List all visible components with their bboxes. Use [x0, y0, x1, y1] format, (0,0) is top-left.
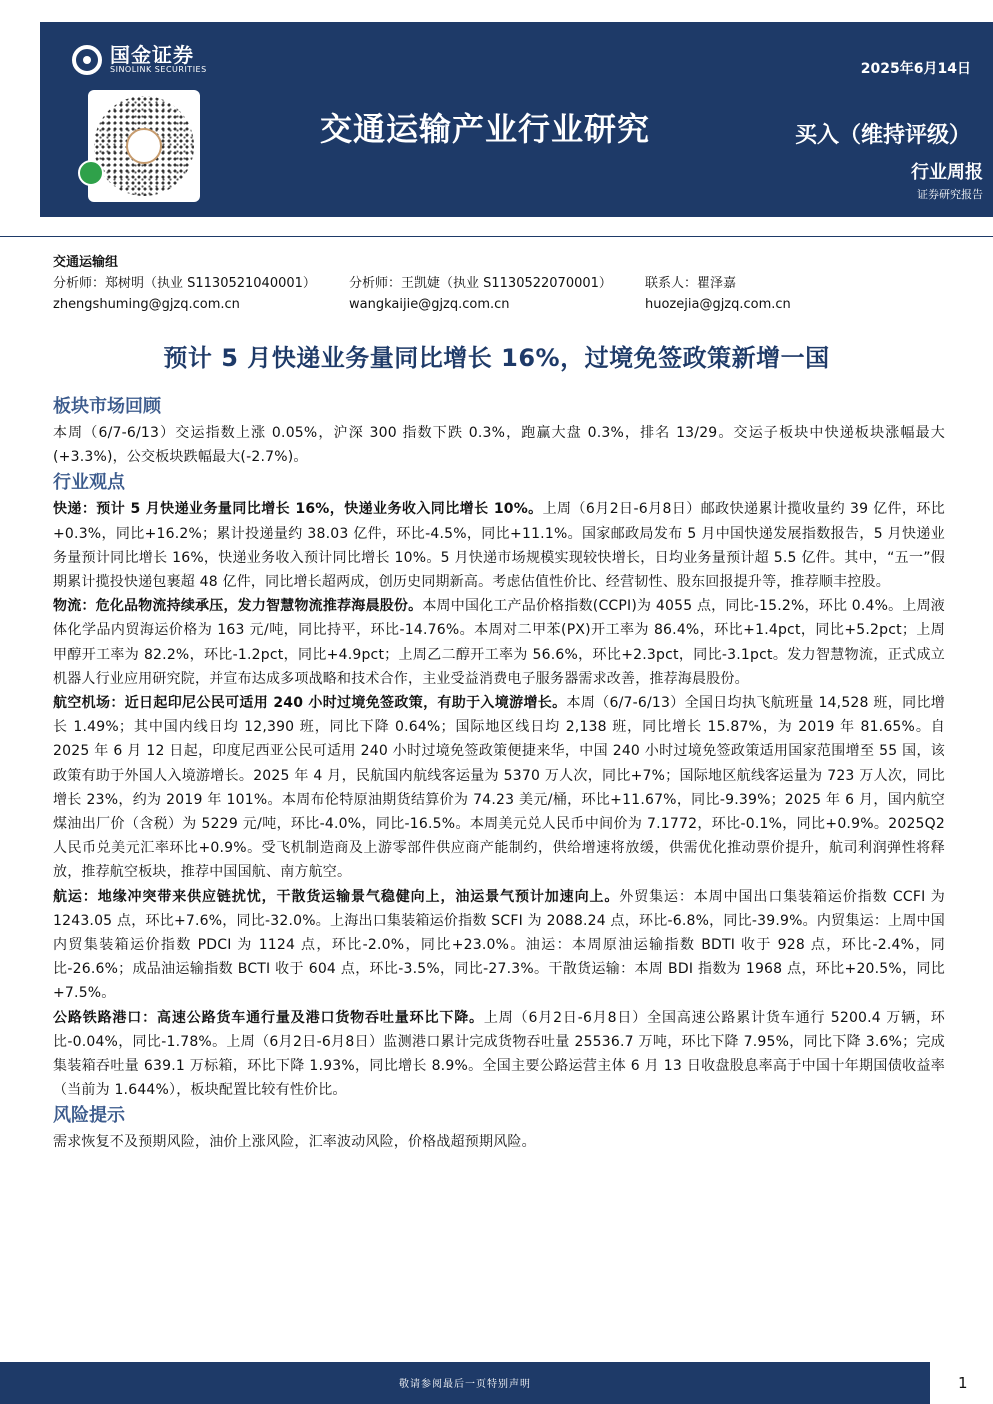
report-date: 2025年6月14日 — [860, 61, 971, 77]
report-type: 行业周报 — [911, 162, 983, 183]
company-logo — [72, 40, 207, 80]
road-paragraph — [53, 1006, 945, 1103]
logo-icon — [72, 45, 102, 75]
contact-person: 联系人：瞿泽嘉 — [645, 276, 737, 291]
mini-program-icon — [78, 160, 104, 186]
express-lead: 快递：预计 5 月快递业务量同比增长 16%，快递业务收入同比增长 10%。 — [53, 501, 543, 518]
road-text: 上周（6月2日-6月8日）全国高速公路累计货车通行 5200.4 万辆，环比-0.04%，同比-1.78%。上周（6月2日-6月8日）监测港口累计完成货物吞吐量 25536.7 万吨，环比下降 7.95%，同比下降 3.6%；完成集装箱吞吐量 639.1 万标箱，环比下降 1.93%，同比增长 8.9%。全国主要公路运营主体 6 月 13 日收盘股息率高于中国十年期国债收益率（当前为 1.644%），板块配置比较有性价比。 — [53, 1009, 945, 1099]
road-lead: 公路铁路港口：高速公路货车通行量及港口货物吞吐量环比下降。 — [53, 1009, 484, 1026]
risk-text: 需求恢复不及预期风险，油价上涨风险，汇率波动风险，价格战超预期风险。 — [53, 1134, 536, 1151]
section-title-risk: 风险提示 — [53, 1105, 125, 1127]
qr-code-icon — [88, 90, 200, 202]
report-category-title: 交通运输产业行业研究 — [320, 110, 651, 148]
aviation-lead: 航空机场：近日起印尼公民可适用 240 小时过境免签政策，有助于入境游增长。 — [53, 695, 567, 712]
rating-badge: 买入（维持评级） — [794, 123, 971, 148]
aviation-text: 本周（6/7-6/13）全国日均执飞航班量 14,528 班，同比增长 1.49%；其中国内线日均 12,390 班，同比下降 0.64%；国际地区线日均 2,138 班，同比增长 15.87%，为 2019 年 81.65%。自 2025 年 6 月 12 日起，印度尼西亚公民可适用 240 小时过境免签政策便捷来华，中国 240 小时过境免签政策适用国家范围增至 55 国，该政策有助于外国人入境游增长。2025 年 4 月，民航国内航线客运量为 5370 万人次，同比+7%；国际地区航线客运量为 723 万人次，同比增长 23%，约为 2019 年 101%。本周布伦特原油期货结算价为 74.23 美元/桶，环比+11.67%，同比-9.39%；2025 年 6 月，国内航空煤油出厂价（含税）为 5229 元/吨，环比-4.0%，同比-16.5%。本周美元兑人民币中间价为 7.1772，环比-0.1%，同比+0.9%。2025Q2 人民币兑美元汇率环比+0.9%。受飞机制造商及上游零部件供应商产能制约，供给增速将放缓，供需优化推动票价提升，航司利润弹性将释放，推荐航空板块，推荐中国国航、南方航空。 — [53, 695, 945, 881]
research-group: 交通运输组 — [53, 255, 119, 270]
email-link-3[interactable]: huozejia@gjzq.com.cn — [645, 297, 791, 312]
logistics-text: 本周中国化工产品价格指数(CCPI)为 4055 点，同比-15.2%，环比 0.4%。上周液体化学品内贸海运价格为 163 元/吨，同比持平，环比-14.76%。本周对二甲苯(PX)开工率为 86.4%，环比+1.4pct，同比+5.2pct；上周甲醇开工率为 82.2%，环比-1.2pct，同比+4.9pct；上周乙二醇开工率为 56.6%，环比+2.3pct，同比-3.1pct。发力智慧物流，正式成立机器人行业应用研究院，并宣布达成多项战略和技术合作，主业受益消费电子服务器需求改善，推荐海晨股份。 — [53, 598, 945, 687]
author-block — [53, 252, 953, 315]
logo-name: 国金证券 — [110, 43, 194, 67]
report-body — [53, 393, 945, 1155]
report-subtype: 证券研究报告 — [917, 188, 983, 201]
aviation-paragraph — [53, 691, 945, 885]
express-text: 上周（6月2日-6月8日）邮政快递累计揽收量约 39 亿件，环比+0.3%，同比+16.2%；累计投递量约 38.03 亿件，环比-4.5%，同比+11.1%。国家邮政局发布 5 月中国快递发展指数报告，5 月快递业务量预计同比增长 16%，快递业务收入预计同比增长 10%。5 月快递市场规模实现较快增长，日均业务量预计超 5.5 亿件。其中，“五一”假期累计揽投快递包裹超 48 亿件，同比增长超两成，创历史同期新高。考虑估值性价比、经营韧性、股东回报提升等，推荐顺丰控股。 — [53, 501, 946, 591]
section-title-view: 行业观点 — [53, 472, 125, 494]
logistics-paragraph — [53, 594, 945, 691]
section-title-market: 板块市场回顾 — [53, 396, 161, 417]
logistics-lead: 物流：危化品物流持续承压，发力智慧物流推荐海晨股份。 — [53, 598, 423, 615]
footer-disclaimer: 敬请参阅最后一页特别声明 — [399, 1379, 531, 1390]
analyst-row — [53, 273, 953, 294]
divider — [0, 236, 993, 237]
email-row — [53, 294, 953, 315]
email-link-2[interactable]: wangkaijie@gjzq.com.cn — [349, 297, 510, 312]
analyst-1: 分析师：郑树明（执业 S1130521040001） — [53, 276, 316, 291]
page-number: 1 — [958, 1374, 968, 1392]
shipping-lead: 航运：地缘冲突带来供应链扰忧，干散货运输景气稳健向上，油运景气预计加速向上。 — [53, 888, 620, 905]
shipping-text: 外贸集运：本周中国出口集装箱运价指数 CCFI 为 1243.05 点，环比+7.6%，同比-32.0%。上海出口集装箱运价指数 SCFI 为 2088.24 点，环比-6.8%，同比-39.9%。内贸集运：上周中国内贸集装箱运价指数 PDCI 为 1124 点，环比-2.0%，同比+23.0%。油运：本周原油运输指数 BDTI 收于 928 点，环比-2.4%，同比-26.6%；成品油运输指数 BCTI 收于 604 点，环比-3.5%，同比-27.3%。干散货运输：本周 BDI 指数为 1968 点，环比+20.5%，同比+7.5%。 — [53, 888, 945, 1002]
analyst-2: 分析师：王凯婕（执业 S1130522070001） — [349, 276, 612, 291]
page-title: 预计 5 月快递业务量同比增长 16%，过境免签政策新增一国 — [163, 344, 830, 372]
shipping-paragraph — [53, 885, 945, 1006]
logo-english-name: SINOLINK SECURITIES — [110, 65, 207, 74]
footer — [0, 1362, 993, 1404]
express-paragraph — [53, 497, 945, 594]
market-review-text: 本周（6/7-6/13）交运指数上涨 0.05%，沪深 300 指数下跌 0.3%，跑赢大盘 0.3%，排名 13/29。交运子板块中快递板块涨幅最大(+3.3%)，公交板块跌幅最大(-2.7%)。 — [53, 425, 945, 466]
email-link-1[interactable]: zhengshuming@gjzq.com.cn — [53, 297, 240, 312]
